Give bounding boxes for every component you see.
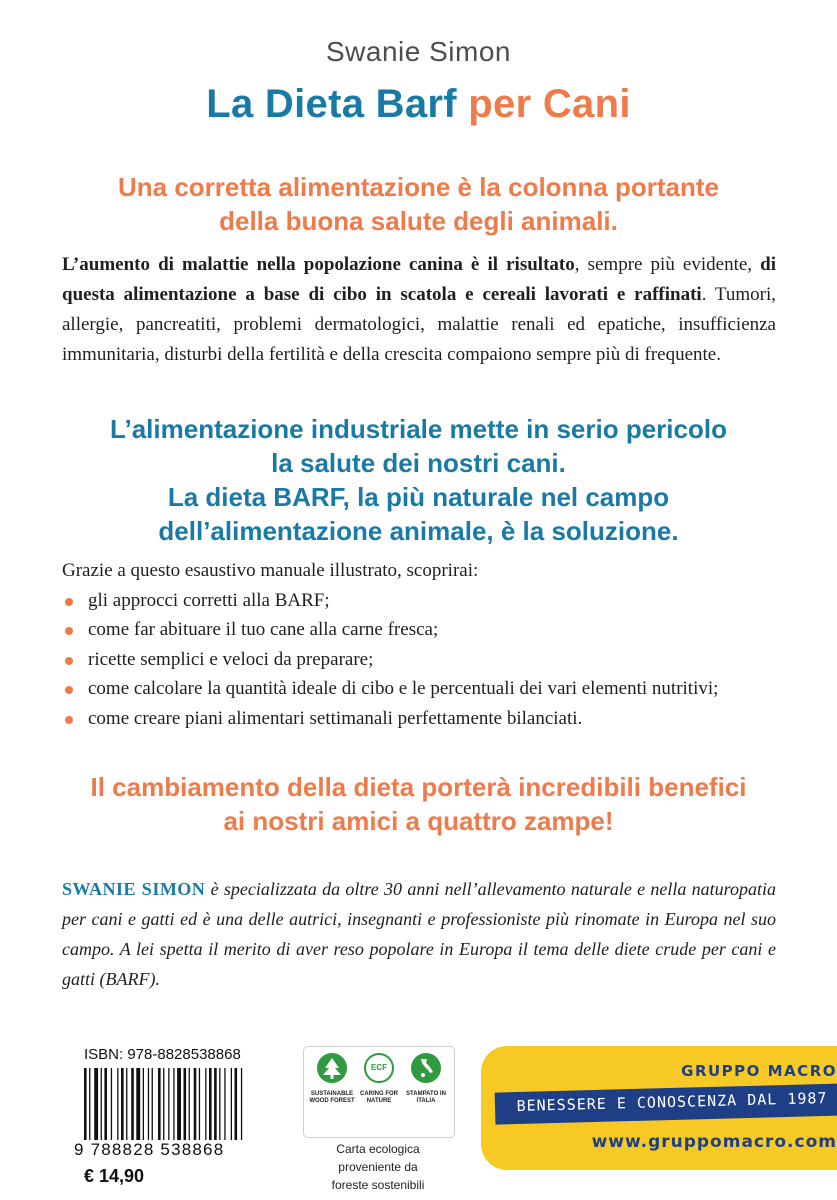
intro-paragraph: [62, 250, 776, 370]
barcode-icon: [84, 1068, 254, 1140]
list-item-text: come calcolare la quantità ideale di cibo e le percentuali dei vari elementi nutritivi;: [88, 678, 719, 699]
headline-line: della buona salute degli animali.: [219, 206, 618, 236]
list-item: [62, 704, 776, 734]
book-title: [0, 82, 837, 127]
eco-caption: [303, 1140, 453, 1194]
headline-line: la salute dei nostri cani.: [271, 448, 566, 478]
headline-line: La dieta BARF, la più naturale nel campo: [167, 482, 670, 512]
publisher-panel: [481, 1046, 837, 1170]
list-item: [62, 645, 776, 675]
headline-benefits: [40, 770, 797, 838]
headline-line: ai nostri amici a quattro zampe!: [223, 806, 614, 836]
list-item: [62, 586, 776, 616]
headline-industrial: [40, 412, 797, 548]
list-item-text: come creare piani alimentari settimanali perfettamente bilanciati.: [88, 707, 583, 729]
headline-nutrition: [40, 170, 797, 238]
intro-bold-1: L’aumento di malattie nella popolazione canina è il risultato: [62, 254, 575, 275]
intro-text-2: . Tumori, allergie, pancreatiti, problemi dermatologici, malattie renali ed epatiche, insufficienza immunitaria, disturbi della fertilità e della crescita compaiono sempre più di frequente.: [62, 284, 776, 365]
author-name: Swanie Simon: [326, 36, 511, 67]
bullet-icon: [65, 657, 73, 665]
bullet-icon: [65, 716, 73, 724]
isbn: ISBN: 978-8828538868: [84, 1046, 241, 1063]
eco-caption-line: Carta ecologica: [336, 1142, 420, 1156]
list-item: [62, 674, 776, 704]
eco-caption-line: foreste sostenibili: [331, 1178, 425, 1192]
list-item-text: come far abituare il tuo cane alla carne fresca;: [88, 619, 439, 640]
headline-line: dell’alimentazione animale, è la soluzione.: [158, 516, 679, 546]
title-part-2: per Cani: [468, 82, 631, 126]
ecf-label: ECF: [371, 1063, 387, 1072]
publisher-slogan: BENESSERE E CONOSCENZA DAL 1987: [516, 1088, 828, 1116]
intro-text-1: , sempre più evidente,: [574, 254, 761, 275]
barcode-digits: 9 788828 538868: [74, 1140, 225, 1159]
price: € 14,90: [84, 1166, 145, 1186]
italy-map-icon: [411, 1053, 441, 1083]
bullet-icon: [65, 686, 73, 694]
publisher-url[interactable]: www.gruppomacro.com: [591, 1132, 837, 1152]
bio-text: è specializzata da oltre 30 anni nell’allevamento naturale e nella naturopatia per cani e gatti ed è una delle autrici, insegnanti e professioniste più rinomate in Europa nel suo campo. A lei spetta il merito di aver reso popolare in Europa il tema delle diete crude per cani e gatti (BARF).: [62, 879, 776, 989]
list-item-text: gli approcci corretti alla BARF;: [88, 589, 330, 611]
benefits-list: [62, 556, 776, 733]
headline-line: Il cambiamento della dieta porterà incredibili benefici: [90, 772, 747, 802]
publisher-name: GRUPPO MACRO: [681, 1062, 837, 1080]
list-intro: Grazie a questo esaustivo manuale illustrato, scoprirai:: [62, 560, 479, 581]
ecf-icon: [364, 1053, 394, 1083]
intro-bold-2: di questa alimentazione a base di cibo in scatola e cereali lavorati e raffinati: [62, 254, 776, 305]
eco-label-2: CARING FOR NATURE: [360, 1091, 398, 1104]
tree-icon: [317, 1053, 347, 1083]
list-item: [62, 615, 776, 645]
eco-certifications: [303, 1046, 455, 1138]
headline-line: L’alimentazione industriale mette in serio pericolo: [110, 414, 727, 444]
bio-author-name: SWANIE SIMON: [62, 879, 206, 899]
bullet-icon: [65, 598, 73, 606]
eco-caption-line: proveniente da: [338, 1160, 418, 1174]
bullet-icon: [65, 627, 73, 635]
headline-line: Una corretta alimentazione è la colonna portante: [117, 172, 720, 202]
list-item-text: ricette semplici e veloci da preparare;: [88, 648, 374, 670]
title-part-1: La Dieta Barf: [206, 82, 457, 126]
eco-label-1: SUSTAINABLE WOOD FOREST: [309, 1091, 355, 1104]
author-bio: [62, 874, 776, 994]
eco-label-3: STAMPATO IN ITALIA: [406, 1091, 446, 1104]
